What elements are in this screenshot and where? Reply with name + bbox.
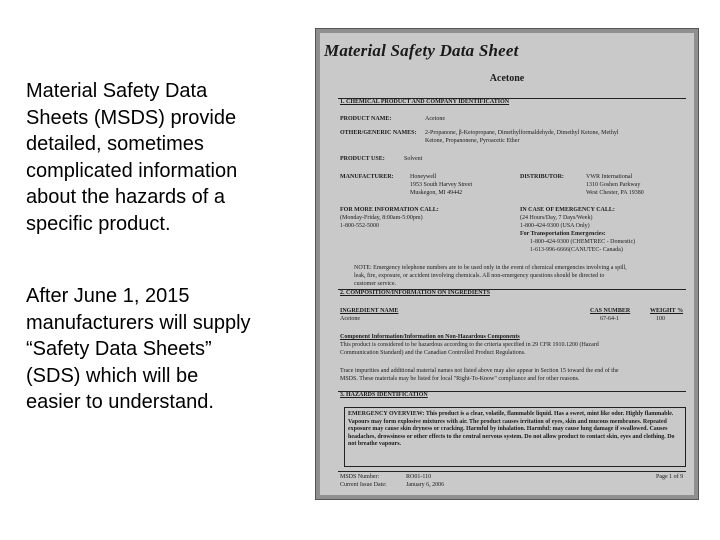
section-1-heading: 1. CHEMICAL PRODUCT AND COMPANY IDENTIFICATION	[340, 99, 510, 105]
more-info-label: FOR MORE INFORMATION CALL:	[340, 207, 439, 213]
more-info-line-2: 1-800-552-5000	[340, 223, 379, 229]
msds-product: Acetone	[489, 73, 525, 84]
manufacturer-label: MANUFACTURER:	[340, 174, 394, 180]
emergency-line-5: 1-613-996-6666(CANUTEC- Canada)	[530, 247, 623, 253]
intro-paragraph: Material Safety Data Sheets (MSDS) provide detailed, sometimes complicated information about the hazards of a specific product.	[26, 80, 238, 235]
note-line-2: leak, fire, exposure, or accident involving chemicals. All non-emergency questions should be directed to	[354, 273, 605, 279]
cas-header: CAS NUMBER	[590, 308, 631, 314]
other-names-label: OTHER/GENERIC NAMES:	[340, 130, 417, 136]
component-heading: Component Information/Information on Non-Hazardous Components	[340, 334, 520, 340]
divider	[338, 471, 686, 472]
trace-line-1: Trace impurities and additional material names not listed above may also appear in Section 15 toward the end of the	[340, 368, 619, 374]
msds-title: Material Safety Data Sheet	[324, 41, 519, 60]
cas-value: 67-64-1	[600, 316, 619, 322]
product-use-value: Solvent	[404, 156, 423, 162]
msds-sheet	[320, 33, 694, 495]
other-names-value-1: 2-Propanone, β-Ketopropane, Dimethylformaldehyde, Dimethyl Ketone, Methyl	[425, 130, 619, 136]
footer-issue-value: January 6, 2006	[406, 482, 445, 488]
msds-document-image	[316, 29, 698, 499]
section-3-heading: 3. HAZARDS IDENTIFICATION	[340, 392, 428, 398]
emergency-overview	[348, 411, 682, 449]
weight-value: 100	[656, 316, 665, 322]
weight-header: WEIGHT %	[650, 308, 684, 314]
distributor-line-3: West Chester, PA 19380	[586, 190, 644, 196]
footer-msds-value: RO01-110	[406, 474, 432, 480]
note-line-3: customer service.	[354, 281, 396, 287]
distributor-line-2: 1310 Goshen Parkway	[586, 182, 641, 188]
product-name-value: Acetone	[425, 116, 445, 122]
emergency-overview-box	[344, 407, 686, 467]
emergency-line-4: 1-800-424-9300 (CHEMTREC - Domestic)	[530, 239, 636, 245]
trace-line-2: MSDS. These materials may be listed for local "Right-To-Know" compliance and for other reasons.	[340, 376, 580, 382]
overview-text: This product is a clear, volatile, flammable liquid. Has a sweet, mint like odor. Highly flammable. Vapours may form explosive mixtures with air. The product causes irritation of eyes, skin and mucous membranes. Repeated exposure may cause skin dryness or cracking. Harmful by inhalation. Harmful: may cause lung damage if swallowed. Causes headaches, drowsiness or other effects to the central nervous system. Do not allow product to contact skin, eyes and clothing. Do not breathe vapours.	[348, 411, 675, 447]
more-info-line-1: (Monday-Friday, 8:00am-5:00pm)	[340, 215, 423, 221]
note-line-1: NOTE: Emergency telephone numbers are to be used only in the event of chemical emergencies involving a spill,	[354, 265, 627, 271]
overview-label: EMERGENCY OVERVIEW:	[348, 411, 425, 417]
emergency-line-2: 1-800-424-9300 (USA Only)	[520, 223, 590, 229]
emergency-line-1: (24 Hours/Day, 7 Days/Week)	[520, 215, 593, 221]
distributor-label: DISTRIBUTOR:	[520, 174, 564, 180]
section-2-heading: 2. COMPOSITION/INFORMATION ON INGREDIENTS	[340, 290, 490, 296]
emergency-label: IN CASE OF EMERGENCY CALL:	[520, 207, 615, 213]
emergency-line-3: For Transportation Emergencies:	[520, 231, 606, 237]
manufacturer-line-3: Muskegon, MI 49442	[410, 190, 463, 196]
manufacturer-line-2: 1953 South Harvey Street	[410, 182, 473, 188]
product-name-label: PRODUCT NAME:	[340, 116, 392, 122]
footer-page: Page 1 of 9	[656, 474, 684, 480]
product-use-label: PRODUCT USE:	[340, 156, 385, 162]
sds-note-paragraph: After June 1, 2015 manufacturers will supply “Safety Data Sheets” (SDS) which will be easier to understand.	[26, 285, 251, 413]
other-names-value-2: Ketone, Propanonene, Pyroacetic Ether	[425, 138, 520, 144]
component-line-1: This product is considered to be hazardous according to the criteria specified in 29 CFR 1910.1200 (Hazard	[340, 342, 599, 348]
ingredient-header: INGREDIENT NAME	[340, 308, 399, 314]
ingredient-value: Acetone	[340, 316, 360, 322]
component-line-2: Communication Standard) and the Canadian Controlled Product Regulations.	[340, 350, 526, 356]
footer-issue-label: Current Issue Date:	[340, 482, 387, 488]
manufacturer-line-1: Honeywell	[410, 174, 437, 180]
footer-msds-label: MSDS Number:	[340, 474, 380, 480]
distributor-line-1: VWR International	[586, 174, 633, 180]
